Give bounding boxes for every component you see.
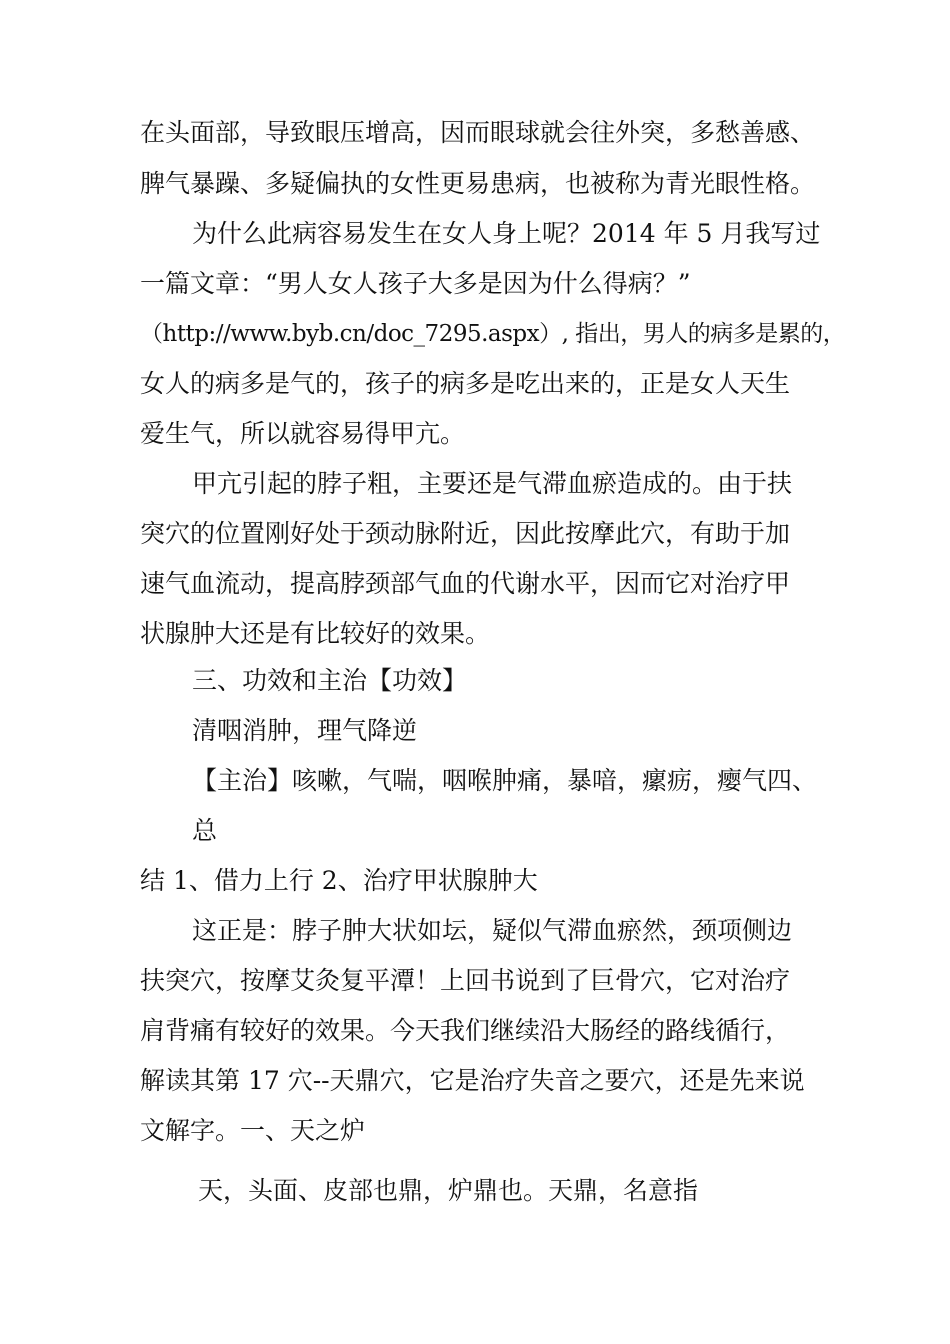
text-line: 清咽消肿，理气降逆 [192,716,418,745]
text-line: 突穴的位置刚好处于颈动脉附近，因此按摩此穴，有助于加 [140,519,791,548]
text-line: 为什么此病容易发生在女人身上呢？2014 年 5 月我写过 [192,219,821,248]
text-line: 肩背痛有较好的效果。今天我们继续沿大肠经的路线循行， [140,1016,791,1045]
text-line: 速气血流动，提高脖颈部气血的代谢水平，因而它对治疗甲 [140,569,791,598]
section-heading: 三、功效和主治【功效】 [192,666,468,695]
text-line: 解读其第 17 穴--天鼎穴，它是治疗失音之要穴，还是先来说 [140,1066,805,1095]
text-line: 总 [192,816,218,845]
text-line: 脾气暴躁、多疑偏执的女性更易患病，也被称为青光眼性格。 [140,169,816,198]
text-line: 这正是：脖子肿大状如坛，疑似气滞血瘀然，颈项侧边 [192,916,793,945]
text-line: 文解字。一、天之炉 [140,1116,366,1145]
text-line: 在头面部，导致眼压增高，因而眼球就会往外突，多愁善感、 [140,118,816,147]
text-line: 【主治】咳嗽，气喘，咽喉肿痛，暴喑，瘰疬，瘿气四、 [192,766,818,795]
text-line: 一篇文章：“男人女人孩子大多是因为什么得病？” [140,269,691,298]
text-line: 甲亢引起的脖子粗，主要还是气滞血瘀造成的。由于扶 [192,469,793,498]
text-line: 结 1、借力上行 2、治疗甲状腺肿大 [140,866,538,895]
text-line: 状腺肿大还是有比较好的效果。 [140,619,491,648]
text-line: （http://www.byb.cn/doc_7295.aspx）, 指出，男人的病多是累的， [140,321,846,347]
text-line: 天，头面、皮部也鼎，炉鼎也。天鼎，名意指 [198,1176,699,1205]
text-line: 爱生气，所以就容易得甲亢。 [140,419,466,448]
text-line: 扶突穴，按摩艾灸复平潭！上回书说到了巨骨穴，它对治疗 [140,966,791,995]
text-line: 女人的病多是气的，孩子的病多是吃出来的，正是女人天生 [140,369,791,398]
